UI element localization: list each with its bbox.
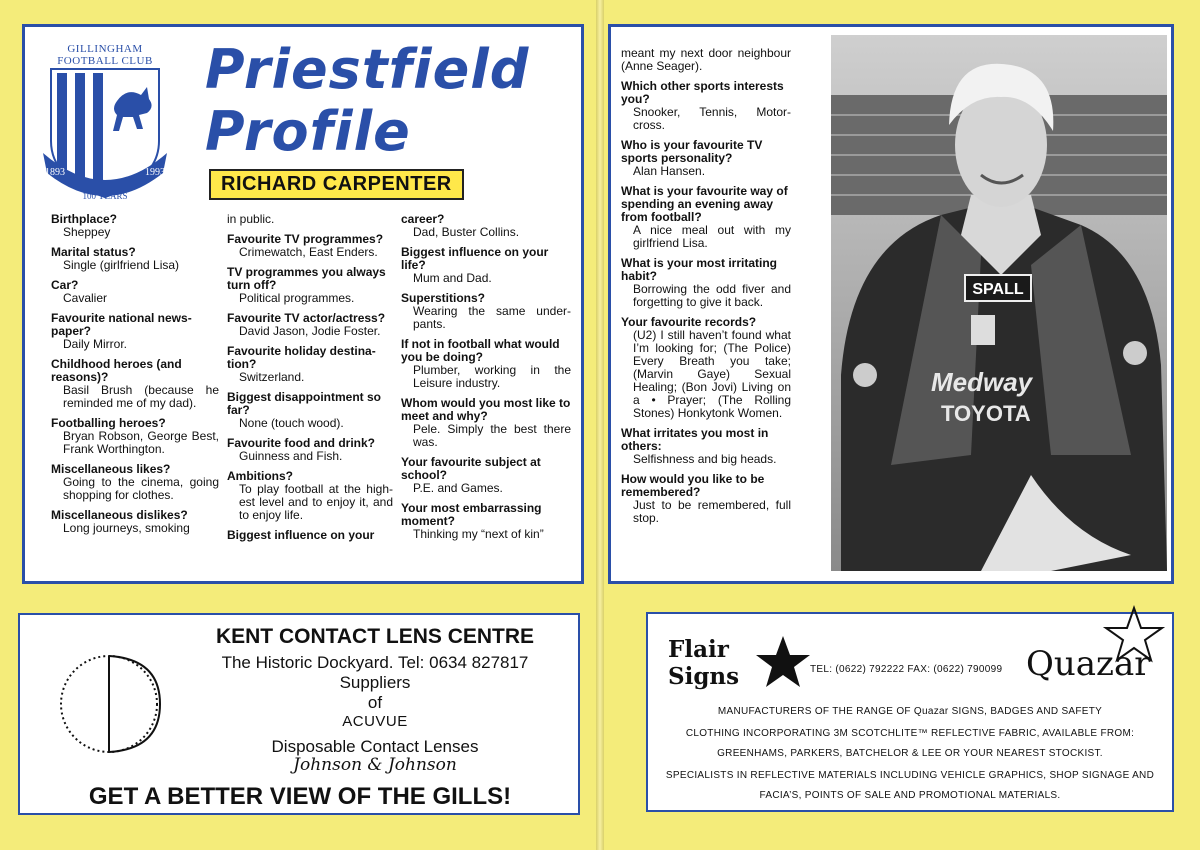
interview-answer: Switzerland. <box>239 370 305 384</box>
interview-question: Marital status? <box>51 245 136 259</box>
shirt-sponsor-toyota: TOYOTA <box>941 401 1031 426</box>
interview-item <box>51 509 219 535</box>
interview-answer: Wearing the same under-pants. <box>413 304 571 331</box>
interview-question: Your favourite records? <box>621 315 757 329</box>
interview-question: Biggest influence on your life? <box>401 245 549 272</box>
advert-address: The Historic Dockyard. Tel: 0634 827817 <box>221 653 529 672</box>
interview-question: TV programmes you always turn off? <box>227 265 386 292</box>
advert-brand-acuvue: ACUVUE <box>342 713 408 730</box>
interview-question: If not in football what would you be doing? <box>401 337 560 364</box>
advert-product-line: Disposable Contact Lenses <box>271 737 479 756</box>
interview-answer: P.E. and Games. <box>413 481 503 495</box>
interview-question: Ambitions? <box>227 469 293 483</box>
player-photo-image <box>831 35 1167 571</box>
interview-item <box>227 437 393 463</box>
interview-answer: Mum and Dad. <box>413 271 492 285</box>
interview-item <box>51 358 219 410</box>
interview-answer: Crimewatch, East Enders. <box>239 245 378 259</box>
interview-item <box>401 246 571 285</box>
interview-question: What is your favourite way of spending an evening away from football? <box>621 184 788 224</box>
advert-flair-signs <box>646 612 1174 812</box>
interview-answer: Selfishness and big heads. <box>633 452 777 466</box>
interview-item <box>621 316 791 420</box>
interview-item <box>401 456 571 495</box>
interview-question: Biggest disappointment so far? <box>227 390 382 417</box>
interview-question: Favourite TV actor/actress? <box>227 311 386 325</box>
interview-column-1 <box>51 213 219 542</box>
flair-signs-logo: Flair Signs <box>668 636 740 690</box>
interview-item <box>227 312 393 338</box>
interview-column-3 <box>401 213 571 548</box>
interview-answer: Daily Mirror. <box>63 337 128 351</box>
interview-question: Favourite national news-paper? <box>51 311 192 338</box>
player-photo <box>831 35 1167 571</box>
page-gutter <box>596 0 604 850</box>
interview-question: Birthplace? <box>51 212 118 226</box>
interview-answer: (U2) I still haven’t found what I’m looking for; (The Police) Every Breath you take; (Marvin Gaye) Sexual Healing; (Bon Jovi) Living on a • Prayer; (The Rolling Stones) Honkytonk Women. <box>633 328 791 420</box>
interview-item <box>621 257 791 309</box>
interview-question: Superstitions? <box>401 291 486 305</box>
interview-question: What is your most irritating habit? <box>621 256 778 283</box>
contact-numbers: TEL: (0622) 792222 FAX: (0622) 790099 <box>810 664 1003 675</box>
interview-question: Childhood heroes (and reasons)? <box>51 357 182 384</box>
interview-answer: Going to the cinema, going shopping for clothes. <box>63 475 219 502</box>
interview-item <box>621 473 791 525</box>
quazar-logo: Quazar <box>1026 644 1151 684</box>
interview-question: Favourite food and drink? <box>227 436 376 450</box>
interview-item <box>621 185 791 250</box>
advert-brand-jj: Johnson & Johnson <box>293 755 457 775</box>
interview-item <box>51 246 219 272</box>
interview-answer: Alan Hansen. <box>633 164 706 178</box>
interview-item <box>401 397 571 449</box>
advert-line-5: FACIA’S, POINTS OF SALE AND PROMOTIONAL MATERIALS. <box>759 790 1061 801</box>
column-continuation: Biggest influence on your <box>227 528 375 542</box>
interview-item <box>51 213 219 239</box>
interview-answer: Long journeys, smoking <box>63 521 190 535</box>
column-continuation: career? <box>401 212 445 226</box>
star-icon <box>754 634 812 690</box>
column-continuation: in public. <box>227 212 275 226</box>
interview-question: How would you like to be remembered? <box>621 472 765 499</box>
profile-panel-left <box>22 24 584 584</box>
column-continuation: meant my next door neighbour (Anne Seager). <box>621 46 791 73</box>
interview-item <box>227 266 393 305</box>
advert-line-4: SPECIALISTS IN REFLECTIVE MATERIALS INCLUDING VEHICLE GRAPHICS, SHOP SIGNAGE AND <box>665 770 1155 781</box>
interview-item <box>51 417 219 456</box>
advert-cta: GET A BETTER VIEW OF THE GILLS! <box>88 783 512 810</box>
interview-answer: Bryan Robson, George Best, Frank Worthington. <box>63 429 219 456</box>
advert-line-3: GREENHAMS, PARKERS, BATCHELOR & LEE OR YOUR NEAREST STOCKIST. <box>717 748 1103 759</box>
interview-item <box>51 279 219 305</box>
interview-answer: Cavalier <box>63 291 108 305</box>
interview-question: Footballing heroes? <box>51 416 166 430</box>
interview-item <box>621 80 791 132</box>
interview-answer: Sheppey <box>63 225 111 239</box>
interview-answer: Guinness and Fish. <box>239 449 343 463</box>
interview-item <box>401 338 571 390</box>
advert-line-suppliers: Suppliers <box>339 673 411 692</box>
interview-answer: Just to be remembered, full stop. <box>633 498 791 525</box>
interview-item <box>227 391 393 430</box>
interview-question: Whom would you most like to meet and why? <box>401 396 571 423</box>
interview-question: Miscellaneous likes? <box>51 462 171 476</box>
interview-question: Favourite TV programmes? <box>227 232 384 246</box>
interview-answer: Borrowing the odd fiver and forgetting to give it back. <box>633 282 791 309</box>
interview-question: Your favourite subject at school? <box>401 455 541 482</box>
crest-year-start: 1893 <box>45 167 65 178</box>
crest-club-name: GILLINGHAM FOOTBALL CLUB <box>57 43 153 67</box>
interview-column-2 <box>227 213 393 542</box>
profile-panel-right <box>608 24 1174 584</box>
interview-answer: Dad, Buster Collins. <box>413 225 520 239</box>
shirt-sponsor-spall: SPALL <box>972 281 1024 298</box>
club-crest <box>39 41 171 211</box>
contact-lens-icon <box>54 651 164 757</box>
interview-item <box>401 292 571 331</box>
interview-question: Who is your favourite TV sports personality? <box>621 138 763 165</box>
player-name-badge: RICHARD CARPENTER <box>209 169 464 200</box>
page-title: Priestfield Profile <box>205 38 530 163</box>
interview-item <box>401 502 571 541</box>
interview-item <box>621 427 791 466</box>
interview-answer: Pele. Simply the best there was. <box>413 422 571 449</box>
advert-title: KENT CONTACT LENS CENTRE <box>215 625 535 648</box>
interview-item <box>227 470 393 522</box>
interview-answer: Basil Brush (because he reminded me of my dad). <box>63 383 219 410</box>
crest-year-end: 1993 <box>145 167 165 178</box>
interview-answer: Political programmes. <box>239 291 355 305</box>
interview-item <box>227 345 393 384</box>
interview-answer: David Jason, Jodie Foster. <box>239 324 381 338</box>
interview-answer: A nice meal out with my girlfriend Lisa. <box>633 223 791 250</box>
interview-item <box>51 463 219 502</box>
interview-question: Your most embarrassing moment? <box>401 501 542 528</box>
interview-answer: None (touch wood). <box>239 416 344 430</box>
interview-question: Favourite holiday destina-tion? <box>227 344 376 371</box>
interview-column-4 <box>621 47 791 532</box>
interview-answer: Plumber, working in the Leisure industry. <box>413 363 571 390</box>
interview-question: What irritates you most in others: <box>621 426 769 453</box>
interview-answer: To play football at the high-est level and to enjoy it, and to enjoy life. <box>239 482 393 522</box>
interview-question: Which other sports interests you? <box>621 79 784 106</box>
interview-item <box>51 312 219 351</box>
interview-item <box>621 139 791 178</box>
advert-line-2: CLOTHING INCORPORATING 3M SCOTCHLITE™ REFLECTIVE FABRIC, AVAILABLE FROM: <box>685 728 1135 739</box>
interview-answer: Single (girlfriend Lisa) <box>63 258 180 272</box>
advert-line-of: of <box>367 693 383 712</box>
interview-item <box>227 233 393 259</box>
interview-question: Car? <box>51 278 79 292</box>
interview-answer: Thinking my “next of kin” <box>413 527 544 541</box>
crest-anniversary: 100 YEARS <box>82 191 128 201</box>
advert-line-1: MANUFACTURERS OF THE RANGE OF Quazar SIGNS, BADGES AND SAFETY <box>717 706 1103 717</box>
interview-question: Miscellaneous dislikes? <box>51 508 188 522</box>
interview-answer: Snooker, Tennis, Motor-cross. <box>633 105 791 132</box>
advert-kent-contact-lens <box>18 613 580 815</box>
shirt-sponsor-medway: Medway <box>931 367 1033 397</box>
interview-item <box>401 226 571 239</box>
